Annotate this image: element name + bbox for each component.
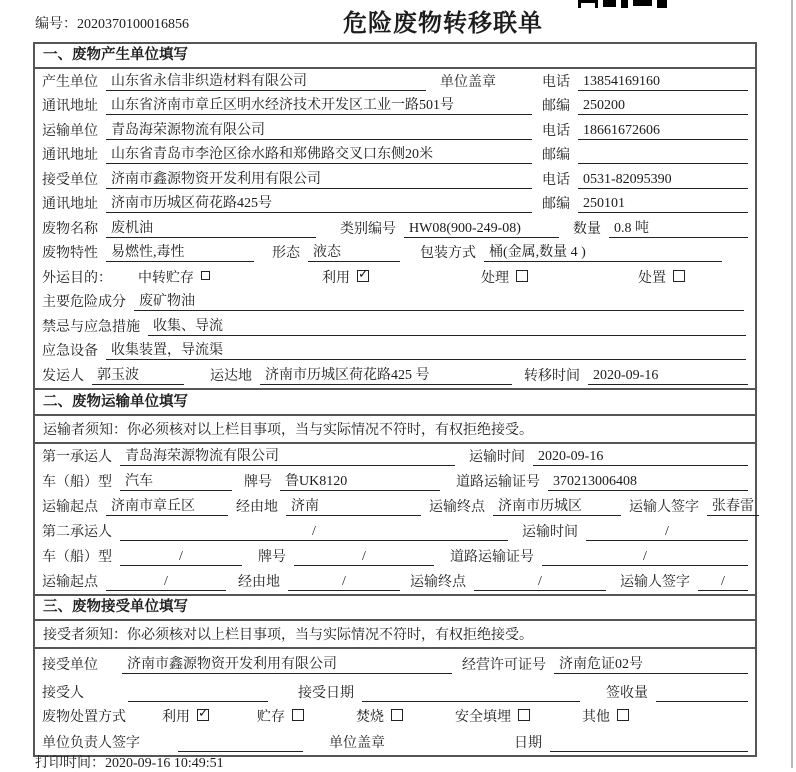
acceptor-label: 接受人 [42,685,84,701]
equipment-value: 收集装置，导流渠 [106,339,746,360]
endpoint-label: 运输终点 [429,499,485,515]
qr-code-partial-icon [578,0,667,8]
checkbox-dispose [673,270,685,282]
form-title: 危险废物转移联单 [343,11,543,37]
plate-label: 牌号 [258,549,286,565]
checkbox-disposal-landfill [518,709,530,721]
equipment-label: 应急设备 [42,344,98,359]
disposal-option-utilize: 利用 ✓ [162,706,209,726]
transport-time1-value: 2020-09-16 [533,449,748,466]
receiver-value: 济南市鑫源物资开发利用有限公司 [106,168,532,189]
section-receiver [35,594,755,755]
road-license-label: 道路运输证号 [450,549,534,565]
first-carrier-label: 第一承运人 [42,449,112,465]
section1-header: 一、废物产生单位填写 [35,44,755,69]
phone-label: 电话 [542,74,570,90]
end1-value: 济南市历城区 [493,495,621,516]
category-label: 类别编号 [340,221,396,237]
purpose-option-dispose: 处置 [638,267,685,287]
unit-seal-label: 单位盖章 [440,74,496,90]
transfer-time-value: 2020-09-16 [588,368,748,385]
waste-name-row [35,216,755,241]
emergency-equipment-row [35,339,755,364]
transporter-address-value: 山东省青岛市李沧区徐水路和郑佛路交叉口东侧20米 [106,143,532,164]
character-value: 易燃性,毒性 [106,241,254,262]
transporter-zip-value [578,147,748,164]
category-value: HW08(900-249-08) [404,221,559,238]
signed-qty-value [656,685,748,702]
via2-value: / [288,574,400,591]
address-label: 通讯地址 [42,197,98,212]
producer-value: 山东省永信非织造材料有限公司 [106,70,426,91]
section-transporter [35,388,755,594]
vehicle-type-label: 车（船）型 [42,474,112,490]
purpose-option-utilize: 利用 ✓ [322,267,369,287]
address-label: 通讯地址 [42,99,98,114]
purpose-label: 外运目的： [42,270,112,286]
origin1-value: 济南市章丘区 [106,495,228,516]
signed-qty-label: 签收量 [606,685,648,701]
second-carrier-value: / [120,524,508,541]
purpose-option-treat: 处理 [481,267,528,287]
accept-date-label: 接受日期 [298,685,354,701]
second-carrier-row [35,519,755,544]
character-label: 废物特性 [42,246,98,261]
unit-seal-label: 单位盖章 [329,735,385,751]
purpose-option-transfer-storage: 中转贮存 [138,267,210,287]
serial-number: 2020370100016856 [77,17,189,32]
transfer-form-table [33,42,757,757]
checkbox-treat [516,270,528,282]
transporter-address-row [35,143,755,168]
shipper-row [35,363,755,388]
checkbox-disposal-storage [292,709,304,721]
waste-name-value: 废机油 [106,217,316,238]
acceptor-row [35,677,755,705]
head-sign-value [178,735,303,752]
taboo-value: 收集、导流 [148,315,746,336]
transport-time2-value: / [586,524,748,541]
transporter-label: 运输单位 [42,123,98,139]
transporter-value: 青岛海荣源物流有限公司 [106,119,532,140]
hazard-component-row [35,290,755,315]
road-license-label: 道路运输证号 [456,474,540,490]
quantity-value: 0.8 吨 [609,217,748,238]
shipper-label: 发运人 [42,368,84,384]
producer-unit-row [35,69,755,94]
print-time-label: 打印时间： [35,756,105,771]
accept-date-value [362,685,580,702]
vehicle2-value: / [120,549,242,566]
sign1-value: 张春雷 [707,495,759,516]
taboo-measures-row [35,314,755,339]
carrier-sign-label: 运输人签字 [629,499,699,515]
disposal-option-incinerate: 焚烧 [356,706,403,726]
print-time [35,752,224,772]
print-time-value: 2020-09-16 10:49:51 [105,756,224,771]
waste-name-label: 废物名称 [42,221,98,237]
receiver-phone-value: 0531-82095390 [578,172,748,189]
transporter-phone-value: 18661672606 [578,123,748,140]
destination-label: 运达地 [210,368,252,384]
disposal-option-landfill: 安全填埋 [455,706,530,726]
page-edge-line [791,0,793,768]
accept-unit-value: 济南市鑫源物资开发利用有限公司 [122,653,452,674]
vehicle-type-label: 车（船）型 [42,549,112,565]
transfer-purpose-row [35,265,755,290]
receiver-unit-row [35,167,755,192]
phone-label: 电话 [542,172,570,188]
zip-label: 邮编 [542,197,570,212]
zip-label: 邮编 [542,99,570,114]
disposal-option-other: 其他 [582,706,629,726]
disposal-method-label: 废物处置方式 [42,709,126,725]
producer-zip-value: 250200 [578,98,748,115]
end2-value: / [474,574,606,591]
destination-value: 济南市历城区荷花路425 号 [260,364,512,385]
license2-value: / [542,549,748,566]
head-signature-row [35,729,755,755]
disposal-method-row [35,705,755,729]
origin2-value: / [106,574,226,591]
taboo-label: 禁忌与应急措施 [42,319,140,335]
date-value [550,735,748,752]
disposal-option-storage: 贮存 [257,706,304,726]
transport-time-label: 运输时间 [469,449,525,465]
vehicle2-row [35,544,755,569]
head-sign-label: 单位负责人签字 [42,735,140,751]
second-carrier-label: 第二承运人 [42,524,112,540]
form-state-value: 液态 [308,241,400,262]
packing-value: 桶(金属,数量 4 ) [484,241,722,262]
license1-value: 370213006408 [548,474,748,491]
producer-address-value: 山东省济南市章丘区明水经济技术开发区工业一路501号 [106,94,532,115]
checkbox-utilize [357,270,369,282]
receiver-address-row [35,192,755,217]
checkbox-transfer-storage [201,271,210,280]
section3-header: 三、废物接受单位填写 [35,596,755,621]
plate-label: 牌号 [244,474,272,490]
vehicle1-row [35,469,755,494]
checkbox-disposal-incinerate [391,709,403,721]
section2-header: 二、废物运输单位填写 [35,390,755,416]
sign2-value: / [698,574,748,591]
accept-unit-label: 接受单位 [42,657,98,673]
vehicle1-value: 汽车 [120,470,232,491]
accept-unit-row [35,649,755,677]
receiver-address-value: 济南市历城区荷花路425号 [106,192,532,213]
permit-value: 济南危证02号 [554,653,748,674]
first-carrier-row [35,444,755,469]
transporter-unit-row [35,118,755,143]
endpoint-label: 运输终点 [410,574,466,590]
receiver-notice: 接受者须知：你必须核对以上栏目事项，当与实际情况不符时，有权拒绝接受。 [35,621,755,649]
via-label: 经由地 [236,499,278,515]
plate1-value: 鲁UK8120 [280,470,440,491]
waste-character-row [35,241,755,266]
origin-label: 运输起点 [42,574,98,590]
carrier-sign-label: 运输人签字 [620,574,690,590]
quantity-label: 数量 [573,221,601,237]
producer-label: 产生单位 [42,74,98,90]
first-carrier-value: 青岛海荣源物流有限公司 [120,445,455,466]
receiver-label: 接受单位 [42,172,98,188]
address-label: 通讯地址 [42,148,98,163]
checkbox-disposal-other [617,709,629,721]
form-state-label: 形态 [272,246,300,261]
date-label: 日期 [514,735,542,751]
route1-row [35,494,755,519]
transport-time-label: 运输时间 [522,524,578,540]
transfer-time-label: 转移时间 [524,368,580,384]
via-label: 经由地 [238,574,280,590]
transporter-notice: 运输者须知：你必须核对以上栏目事项，当与实际情况不符时，有权拒绝接受。 [35,416,755,444]
checkbox-disposal-utilize [197,709,209,721]
plate2-value: / [294,549,434,566]
acceptor-value [128,685,268,702]
shipper-value: 郭玉波 [92,364,184,385]
via1-value: 济南 [286,495,421,516]
producer-phone-value: 13854169160 [578,74,748,91]
receiver-zip-value: 250101 [578,196,748,213]
route2-row [35,569,755,594]
section-producer [35,44,755,388]
origin-label: 运输起点 [42,499,98,515]
permit-label: 经营许可证号 [462,657,546,673]
packing-label: 包装方式 [420,246,476,261]
hazard-value: 废矿物油 [134,290,744,311]
phone-label: 电话 [542,123,570,139]
hazard-label: 主要危险成分 [42,295,126,310]
zip-label: 邮编 [542,148,570,163]
serial-label: 编号： [35,17,77,32]
producer-address-row [35,94,755,119]
